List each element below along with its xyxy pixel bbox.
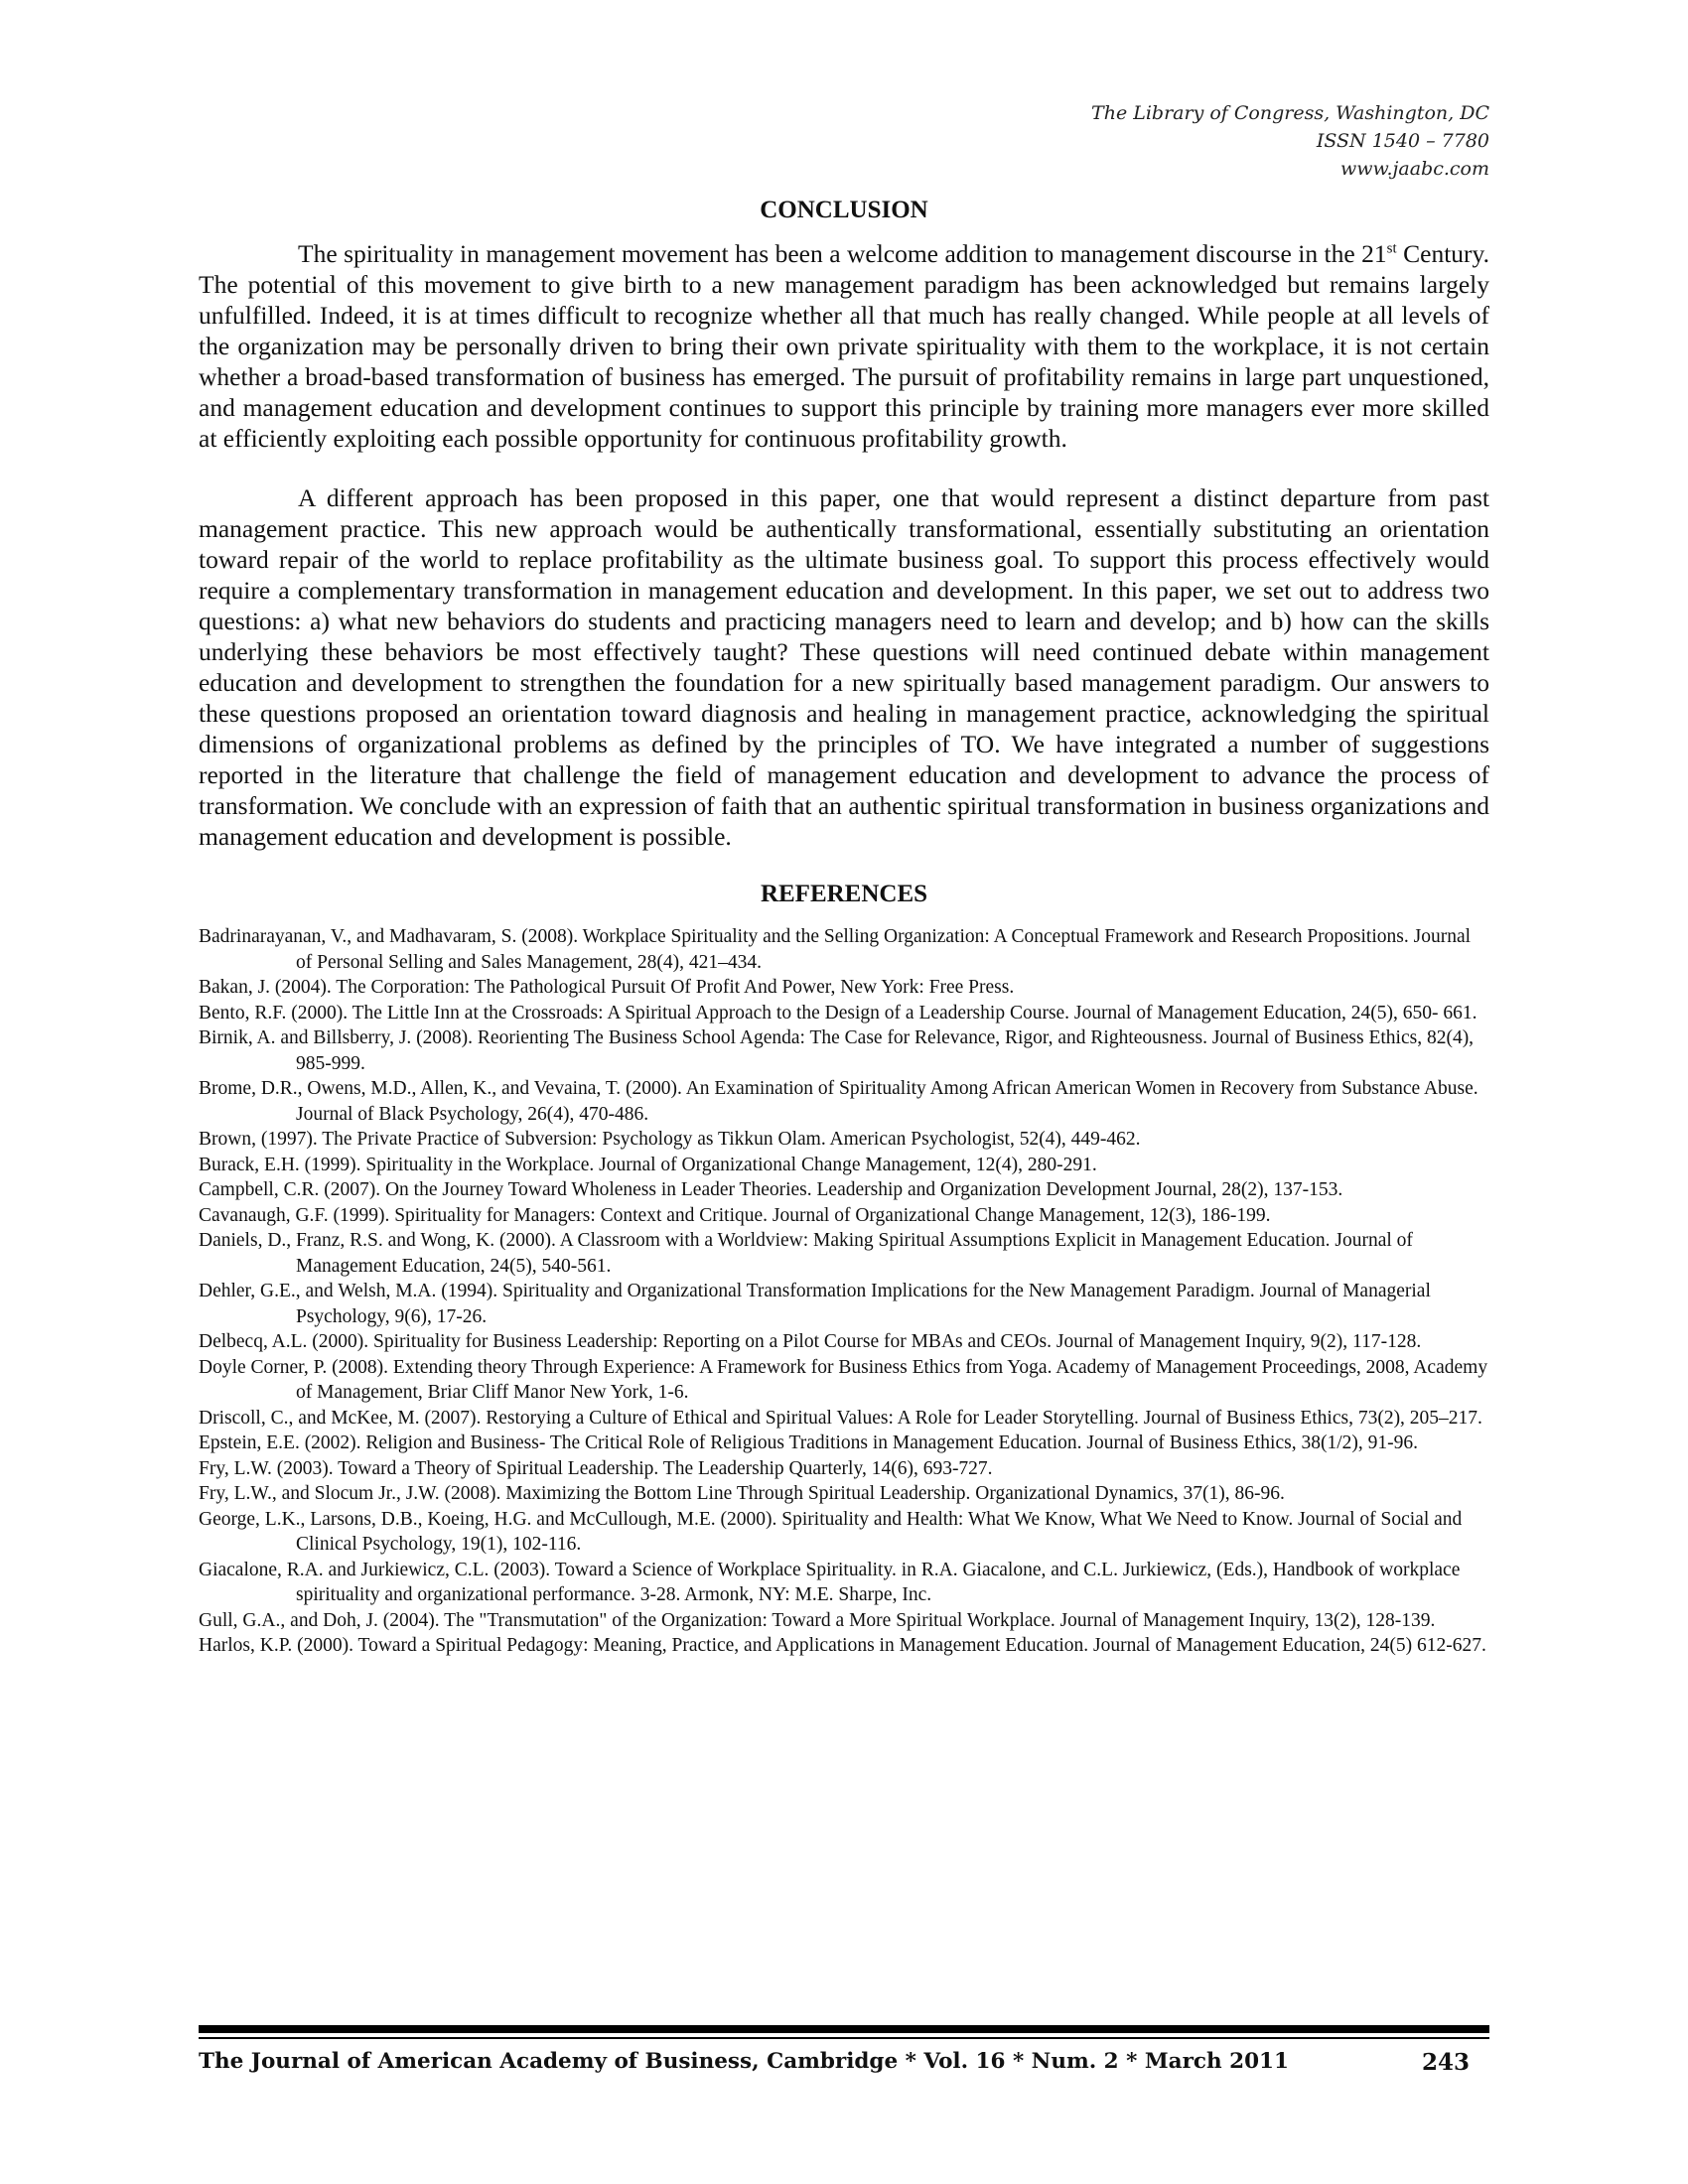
reference-item: Bento, R.F. (2000). The Little Inn at the Crossroads: A Spiritual Approach to the Design of a Leadership Course. Journal of Management Education, 24(5), 650- 661.	[199, 1002, 1477, 1024]
paragraph-text: Century. The potential of this movement to give birth to a new management paradigm has been acknowledged but remains largely unfulfilled. Indeed, it is at times difficult to recognize whether all that much has really changed. While people at all levels of the organization may be personally driven to bring their own private spirituality with them to the workplace, it is not certain whether a broad-based transformation of business has emerged. The pursuit of profitability remains in large part unquestioned, and management education and development continues to support this principle by training more managers ever more skilled at efficiently exploiting each possible opportunity for continuous profitability growth.	[199, 239, 1489, 453]
reference-item: Burack, E.H. (1999). Spirituality in the Workplace. Journal of Organizational Change Management, 12(4), 280-291.	[199, 1154, 1097, 1175]
reference-item: Doyle Corner, P. (2008). Extending theory Through Experience: A Framework for Business Ethics from Yoga. Academy of Management Proceedings, 2008, Academy of Management, Briar Cliff Manor New York, 1-6.	[199, 1356, 1488, 1403]
reference-item: Badrinarayanan, V., and Madhavaram, S. (2008). Workplace Spirituality and the Selling Organization: A Conceptual Framework and Research Propositions. Journal of Personal Selling and Sales Management, 28(4), 421–434.	[199, 926, 1472, 973]
references-list	[199, 924, 1489, 1659]
header-website: www.jaabc.com	[1339, 158, 1489, 180]
reference-item: Delbecq, A.L. (2000). Spirituality for Business Leadership: Reporting on a Pilot Course for MBAs and CEOs. Journal of Management Inquiry, 9(2), 117-128.	[199, 1331, 1422, 1352]
reference-item: Driscoll, C., and McKee, M. (2007). Restorying a Culture of Ethical and Spiritual Values: A Role for Leader Storytelling. Journal of Business Ethics, 73(2), 205–217.	[199, 1407, 1482, 1429]
ordinal-suffix: st	[1386, 240, 1397, 257]
reference-item: George, L.K., Larsons, D.B., Koeing, H.G. and McCullough, M.E. (2000). Spirituality and Health: What We Know, What We Need to Know. Journal of Social and Clinical Psychology, 19(1), 102-116.	[199, 1508, 1463, 1555]
conclusion-paragraph-2: A different approach has been proposed in this paper, one that would represent a distinct departure from past management practice. This new approach would be authentically transformational, essentially substituting an orientation toward repair of the world to replace profitability as the ultimate business goal. To support this process effectively would require a complementary transformation in management education and development. In this paper, we set out to address two questions: a) what new behaviors do students and practicing managers need to learn and develop; and b) how can the skills underlying these behaviors be most effectively taught? These questions will need continued debate within management education and development to strengthen the foundation for a new spiritually based management paradigm. Our answers to these questions proposed an orientation toward diagnosis and healing in management practice, acknowledging the spiritual dimensions of organizational problems as defined by the principles of TO. We have integrated a number of suggestions reported in the literature that challenge the field of management education and development to advance the process of transformation. We conclude with an expression of faith that an authentic spiritual transformation in business organizations and management education and development is possible.	[199, 483, 1489, 851]
footer-journal-citation: The Journal of American Academy of Business, Cambridge * Vol. 16 * Num. 2 * March 2011	[199, 2049, 1289, 2074]
reference-item: Harlos, K.P. (2000). Toward a Spiritual Pedagogy: Meaning, Practice, and Applications in Management Education. Journal of Management Education, 24(5) 612-627.	[199, 1635, 1486, 1656]
reference-item: Brome, D.R., Owens, M.D., Allen, K., and Vevaina, T. (2000). An Examination of Spirituality Among African American Women in Recovery from Substance Abuse. Journal of Black Psychology, 26(4), 470-486.	[199, 1078, 1478, 1125]
reference-item: Epstein, E.E. (2002). Religion and Business- The Critical Role of Religious Traditions in Management Education. Journal of Business Ethics, 38(1/2), 91-96.	[199, 1433, 1418, 1453]
reference-item: Birnik, A. and Billsberry, J. (2008). Reorienting The Business School Agenda: The Case for Relevance, Rigor, and Righteousness. Journal of Business Ethics, 82(4), 985-999.	[199, 1027, 1475, 1074]
footer-rule	[199, 2025, 1489, 2033]
references-heading: REFERENCES	[760, 881, 928, 907]
header-issn: ISSN 1540 – 7780	[1316, 130, 1489, 152]
page-number: 243	[1421, 2049, 1470, 2076]
reference-item: Dehler, G.E., and Welsh, M.A. (1994). Spirituality and Organizational Transformation Implications for the New Management Paradigm. Journal of Managerial Psychology, 9(6), 17-26.	[199, 1281, 1431, 1327]
reference-item: Cavanaugh, G.F. (1999). Spirituality for Managers: Context and Critique. Journal of Organizational Change Management, 12(3), 186-199.	[199, 1204, 1271, 1226]
paragraph-text: The spirituality in management movement has been a welcome addition to management discourse in the 21	[298, 239, 1387, 268]
header-library: The Library of Congress, Washington, DC	[1091, 102, 1489, 124]
running-header	[1091, 99, 1489, 183]
main-content	[199, 197, 1489, 1659]
reference-item: Fry, L.W. (2003). Toward a Theory of Spiritual Leadership. The Leadership Quarterly, 14(6), 693-727.	[199, 1457, 993, 1479]
conclusion-heading: CONCLUSION	[760, 197, 928, 223]
reference-item: Bakan, J. (2004). The Corporation: The Pathological Pursuit Of Profit And Power, New York: Free Press.	[199, 977, 1015, 998]
reference-item: Giacalone, R.A. and Jurkiewicz, C.L. (2003). Toward a Science of Workplace Spirituality. in R.A. Giacalone, and C.L. Jurkiewicz, (Eds.), Handbook of workplace spirituality and organizational performance. 3-28. Armonk, NY: M.E. Sharpe, Inc.	[199, 1559, 1461, 1605]
footer-rule-thin	[199, 2037, 1489, 2039]
reference-item: Daniels, D., Franz, R.S. and Wong, K. (2000). A Classroom with a Worldview: Making Spiritual Assumptions Explicit in Management Education. Journal of Management Education, 24(5), 540-561.	[199, 1230, 1413, 1277]
reference-item: Fry, L.W., and Slocum Jr., J.W. (2008). Maximizing the Bottom Line Through Spiritual Leadership. Organizational Dynamics, 37(1), 86-96.	[199, 1483, 1285, 1504]
conclusion-paragraph-1	[199, 238, 1489, 454]
reference-item: Brown, (1997). The Private Practice of Subversion: Psychology as Tikkun Olam. American Psychologist, 52(4), 449-462.	[199, 1129, 1141, 1150]
reference-item: Gull, G.A., and Doh, J. (2004). The "Transmutation" of the Organization: Toward a More Spiritual Workplace. Journal of Management Inquiry, 13(2), 128-139.	[199, 1609, 1436, 1631]
reference-item: Campbell, C.R. (2007). On the Journey Toward Wholeness in Leader Theories. Leadership and Organization Development Journal, 28(2), 137-153.	[199, 1179, 1343, 1200]
